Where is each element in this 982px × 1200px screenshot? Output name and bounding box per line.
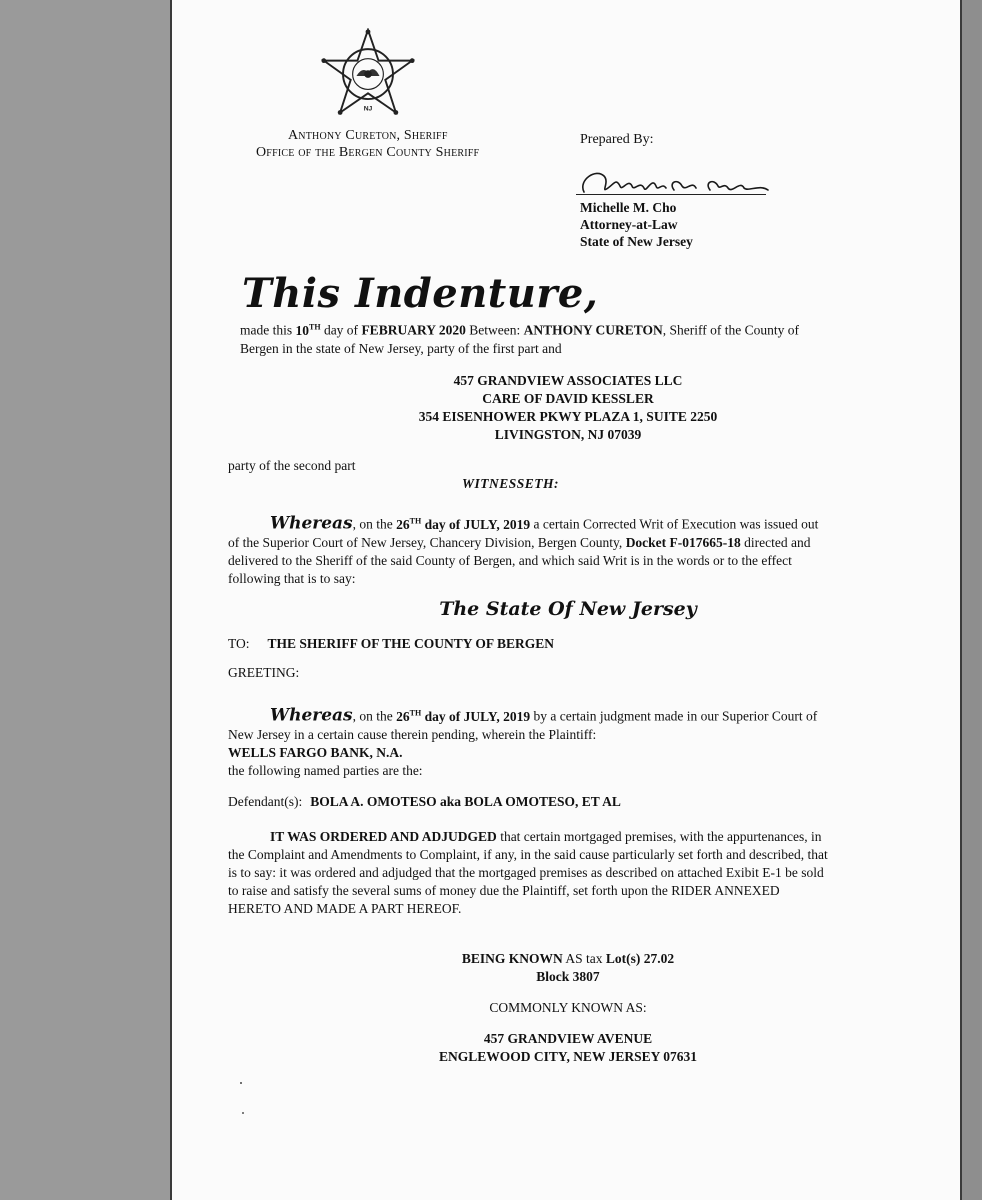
- second-party-address: 457 GRANDVIEW ASSOCIATES LLC CARE OF DAVID KESSLER 354 EISENHOWER PKWY PLAZA 1, SUITE 2250 LIVINGSTON, NJ 07039: [418, 373, 718, 442]
- sheriff-office: Office of the Bergen County Sheriff: [256, 145, 480, 160]
- sheriff-star-seal: [320, 28, 416, 124]
- attorney-state: State of New Jersey: [580, 234, 693, 249]
- signature-line: [576, 194, 766, 195]
- property-address: 457 GRANDVIEW AVENUE ENGLEWOOD CITY, NEW JERSEY 07631: [439, 1031, 697, 1064]
- prepared-by-label: Prepared By:: [580, 132, 654, 147]
- greeting: GREETING:: [228, 665, 300, 680]
- to-line: TO: THE SHERIFF OF THE COUNTY OF BERGEN: [228, 636, 555, 651]
- whereas-writ-paragraph: Whereas, on the 26TH day of JULY, 2019 a certain Corrected Writ of Execution was issued out of the Superior Court of New Jersey, Chancery Division, Bergen County, Docket F-017665-18 directed and delivered to the Sheriff of the said County of Bergen, and which said Writ is in the words or to the effect following that is to say:: [228, 513, 819, 586]
- attorney-name: Michelle M. Cho: [580, 200, 677, 215]
- indenture-title: This Indenture,: [242, 270, 599, 317]
- state-of-new-jersey-heading: The State Of New Jersey: [439, 598, 697, 620]
- scan-speck: [240, 1082, 242, 1084]
- being-known-block: BEING KNOWN AS tax Lot(s) 27.02 Block 3807: [461, 951, 675, 984]
- sheriff-name: Anthony Cureton, Sheriff: [288, 128, 448, 143]
- attorney-title: Attorney-at-Law: [580, 217, 678, 232]
- second-party-label: party of the second part: [228, 458, 356, 473]
- svg-text:NJ: NJ: [363, 105, 373, 113]
- document-page: [170, 0, 962, 1200]
- whereas-judgment-paragraph: Whereas, on the 26TH day of JULY, 2019 by a certain judgment made in our Superior Court of New Jersey in a certain cause therein pending, wherein the Plaintiff: WELLS FARGO BANK, N.A. the following named parties are the:: [228, 705, 818, 778]
- viewer-edge: [962, 0, 982, 1200]
- scan-speck: [242, 1112, 244, 1114]
- ordered-adjudged-paragraph: IT WAS ORDERED AND ADJUDGED that certain mortgaged premises, with the appurtenances, in the Complaint and Amendments to Complaint, if any, in the said cause particularly set forth and described, that is to say: it was ordered and adjudged that the mortgaged premises as described on attached Exibit E-1 be sold to raise and satisfy the several sums of money due the Plaintiff, set forth upon the RIDER ANNEXED HERETO AND MADE A PART HEREOF.: [228, 829, 828, 916]
- commonly-known-label: COMMONLY KNOWN AS:: [489, 1000, 647, 1015]
- attorney-block: [580, 199, 693, 250]
- defendant-line: Defendant(s): BOLA A. OMOTESO aka BOLA OMOTESO, ET AL: [228, 794, 621, 809]
- intro-paragraph: made this 10TH day of FEBRUARY 2020 Between: ANTHONY CURETON, Sheriff of the County of Bergen in the state of New Jersey, party of the first part and: [240, 322, 799, 356]
- witnesseth-heading: WITNESSETH:: [462, 476, 560, 491]
